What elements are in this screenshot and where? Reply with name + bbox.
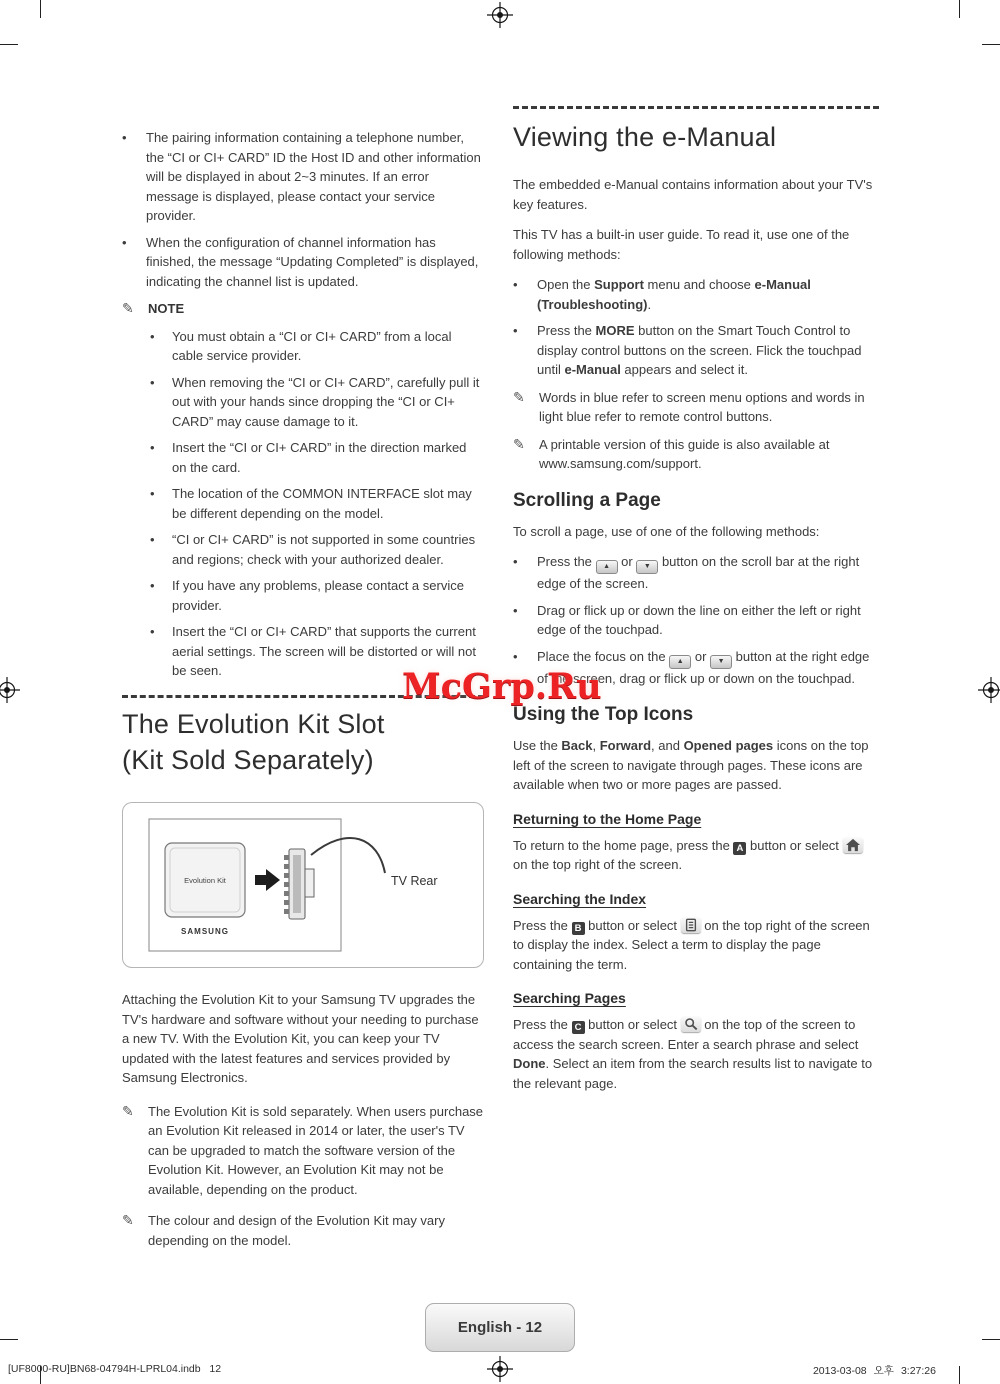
crop-mark bbox=[40, 0, 41, 18]
callout-line bbox=[311, 838, 385, 873]
section-heading-scrolling: Scrolling a Page bbox=[513, 489, 661, 511]
inline-b: Back bbox=[561, 738, 593, 754]
paragraph: To return to the home page, press the A button or select on the top right of the screen. bbox=[513, 836, 879, 875]
bullet-text: When the configuration of channel information has finished, the message “Updating Completed” is displayed, indicating the channel list is updated. bbox=[146, 234, 479, 289]
bullet-item bbox=[513, 321, 879, 380]
paragraph: The embedded e-Manual contains information about your TV's key features. bbox=[513, 177, 873, 212]
connector-tab bbox=[305, 869, 314, 897]
bullet-item bbox=[513, 275, 879, 314]
section-title-line1: The Evolution Kit Slot bbox=[122, 708, 385, 739]
home-icon bbox=[843, 837, 863, 853]
note-text: The colour and design of the Evolution Kit may vary depending on the model. bbox=[148, 1213, 445, 1248]
registration-mark bbox=[487, 2, 513, 28]
crop-mark bbox=[959, 0, 960, 18]
search-icon bbox=[681, 1016, 701, 1032]
bullet-item bbox=[122, 233, 484, 292]
note-row bbox=[122, 1211, 484, 1250]
paragraph: Press the C button or select on the top of the screen to access the search screen. Enter a search phrase and select Done. Select an item from the search results list to navigate to the relevant page. bbox=[513, 1017, 873, 1091]
bullet-item bbox=[150, 576, 484, 615]
bullet-marker: • bbox=[513, 277, 518, 293]
footer-time-meridiem: 오후 bbox=[873, 1365, 894, 1377]
footer-file-info: [UF8000-RU]BN68-04794H-LPRL04.indb 12 bbox=[8, 1363, 222, 1375]
paragraph: This TV has a built-in user guide. To read it, use one of the following methods: bbox=[513, 227, 850, 262]
key-a-icon: A bbox=[733, 842, 746, 855]
watermark: McGrp.Ru bbox=[402, 666, 602, 707]
bullet-marker: • bbox=[150, 328, 155, 344]
scroll-down-button-icon: ▼ bbox=[636, 560, 658, 574]
paragraph: Use the Back, Forward, and Opened pages icons on the top left of the screen to navigate through pages. These icons are available when two or more pages are passed. bbox=[513, 738, 869, 793]
section-divider bbox=[513, 106, 879, 109]
device-label: Evolution Kit bbox=[184, 876, 226, 886]
inline-b: e-Manual bbox=[564, 362, 621, 378]
page-number-label: English - 12 bbox=[457, 1319, 543, 1336]
registration-mark bbox=[487, 1356, 513, 1382]
key-b-icon: B bbox=[572, 922, 585, 935]
bullet-item bbox=[150, 373, 484, 432]
bullet-text: Insert the “CI or CI+ CARD” that supports the current aerial settings. The screen will be distorted or will not be seen. bbox=[172, 624, 476, 679]
bullet-list bbox=[513, 275, 879, 380]
note-row bbox=[513, 388, 879, 427]
evolution-kit-figure bbox=[122, 802, 484, 968]
section-heading-top-icons: Using the Top Icons bbox=[513, 704, 694, 726]
pencil-icon: ✎ bbox=[122, 1102, 134, 1119]
registration-mark bbox=[978, 677, 1000, 703]
bullet-item bbox=[513, 552, 879, 594]
scroll-down-button-icon: ▼ bbox=[710, 655, 732, 669]
bullet-marker: • bbox=[150, 486, 155, 502]
footer-timestamp bbox=[813, 1363, 936, 1378]
crop-mark bbox=[982, 44, 1000, 45]
pencil-icon: ✎ bbox=[513, 388, 525, 405]
inline-b: Done bbox=[513, 1056, 546, 1072]
bullet-marker: • bbox=[122, 234, 127, 250]
bullet-text: Press the MORE button on the Smart Touch Control to display control buttons on the screen. Flick the touchpad until e-Manual appears and select it. bbox=[537, 323, 862, 378]
bullet-marker: • bbox=[122, 130, 127, 145]
crop-mark bbox=[959, 1366, 960, 1384]
bullet-marker: • bbox=[513, 602, 518, 618]
subheading-home: Returning to the Home Page bbox=[513, 810, 702, 827]
bullet-item bbox=[150, 484, 484, 523]
scroll-up-button-icon: ▲ bbox=[669, 655, 691, 669]
bullet-marker: • bbox=[150, 440, 155, 456]
paragraph: Attaching the Evolution Kit to your Samsung TV upgrades the TV's hardware and software without your needing to purchase a new TV. With the Evolution Kit, you can keep your TV updated with the latest features and services provided by Samsung Electronics. bbox=[122, 992, 479, 1086]
paragraph: To scroll a page, use of one of the following methods: bbox=[513, 523, 820, 539]
bullet-text: Open the Support menu and choose e-Manual (Troubleshooting). bbox=[537, 277, 811, 312]
section-title bbox=[122, 706, 484, 779]
note-row bbox=[513, 435, 879, 474]
inline-b: MORE bbox=[595, 323, 635, 339]
crop-mark bbox=[0, 1339, 18, 1340]
footer-time: 3:27:26 bbox=[900, 1364, 936, 1377]
scroll-up-button-icon: ▲ bbox=[596, 560, 618, 574]
subheading-search: Searching Pages bbox=[513, 990, 626, 1007]
evolution-kit-illustration bbox=[123, 803, 483, 967]
pencil-icon: ✎ bbox=[122, 1212, 134, 1229]
bullet-text: The pairing information containing a telephone number, the “CI or CI+ CARD” ID the Host ID and other information will be displayed in about 2~3 minutes. If an error message is displayed, please contact your service provider. bbox=[146, 130, 481, 223]
bullet-item bbox=[513, 601, 879, 640]
bullet-item bbox=[150, 327, 484, 366]
note-row bbox=[122, 1102, 484, 1200]
pencil-icon: ✎ bbox=[513, 435, 525, 452]
bullet-marker: • bbox=[150, 578, 155, 594]
bullet-text: Insert the “CI or CI+ CARD” in the direction marked on the card. bbox=[172, 440, 467, 475]
subheading-index: Searching the Index bbox=[513, 890, 647, 907]
index-icon bbox=[681, 917, 701, 933]
bullet-text: You must obtain a “CI or CI+ CARD” from a local cable service provider. bbox=[172, 328, 452, 364]
key-c-icon: C bbox=[572, 1021, 585, 1034]
page-number-tab bbox=[425, 1303, 575, 1352]
note-text: The Evolution Kit is sold separately. When users purchase an Evolution Kit released in 2014 or later, the user's TV can be upgraded to match the software version of the Evolution Kit. However, an Evolution Kit may not be available, depending on the product. bbox=[148, 1103, 484, 1197]
note-label: NOTE bbox=[148, 301, 185, 316]
arrow-icon bbox=[255, 869, 280, 891]
inline-b: Opened pages bbox=[683, 738, 774, 754]
crop-mark bbox=[0, 44, 18, 45]
inline-b: Forward bbox=[599, 738, 652, 754]
bullet-item bbox=[150, 438, 484, 477]
connector-pins bbox=[293, 855, 301, 913]
paragraph: Press the B button or select on the top right of the screen to display the index. Select a term to display the page containing the term. bbox=[513, 917, 870, 972]
callout-label: TV Rear bbox=[391, 874, 438, 889]
bullet-text: Press the ▲ or ▼ button on the scroll bar at the right edge of the screen. bbox=[537, 554, 860, 592]
bullet-item bbox=[122, 128, 484, 226]
page-title: Viewing the e-Manual bbox=[513, 122, 777, 152]
inline-b: e-Manual (Troubleshooting) bbox=[537, 277, 811, 312]
note-heading bbox=[122, 299, 484, 319]
note-text: Words in blue refer to screen menu options and words in light blue refer to remote control buttons. bbox=[539, 389, 865, 425]
bullet-text: When removing the “CI or CI+ CARD”, carefully pull it out with your hands since dropping the “CI or CI+ CARD” may cause damage to it. bbox=[172, 374, 480, 429]
bullet-text: “CI or CI+ CARD” is not supported in some countries and regions; check with your authorized dealer. bbox=[172, 532, 476, 567]
note-bullet-list bbox=[150, 327, 484, 681]
bullet-text: Place the focus on the ▲ or ▼ button at the right edge of the screen, drag or flick up or down on the touchpad. bbox=[537, 648, 870, 686]
bullet-text: The location of the COMMON INTERFACE slot may be different depending on the model. bbox=[172, 486, 472, 521]
bullet-text: If you have any problems, please contact a service provider. bbox=[172, 578, 464, 613]
bullet-marker: • bbox=[150, 532, 155, 548]
bullet-marker: • bbox=[513, 648, 518, 664]
bullet-marker: • bbox=[150, 624, 155, 640]
footer-date: 2013-03-08 bbox=[812, 1364, 867, 1377]
brand-label: SAMSUNG bbox=[181, 927, 229, 937]
crop-mark bbox=[982, 1339, 1000, 1340]
section-title-line2: (Kit Sold Separately) bbox=[122, 745, 374, 776]
inline-b: Support bbox=[594, 277, 644, 293]
registration-mark bbox=[0, 677, 20, 703]
note-text: A printable version of this guide is also available at www.samsung.com/support. bbox=[539, 436, 830, 472]
bullet-list bbox=[122, 128, 484, 291]
bullet-text: Drag or flick up or down the line on either the left or right edge of the touchpad. bbox=[537, 602, 861, 638]
pencil-icon: ✎ bbox=[122, 300, 134, 316]
connector-teeth bbox=[284, 855, 289, 914]
bullet-item bbox=[150, 530, 484, 569]
bullet-marker: • bbox=[513, 554, 518, 570]
right-column bbox=[513, 106, 879, 1104]
bullet-marker: • bbox=[513, 323, 518, 339]
bullet-marker: • bbox=[150, 374, 155, 390]
